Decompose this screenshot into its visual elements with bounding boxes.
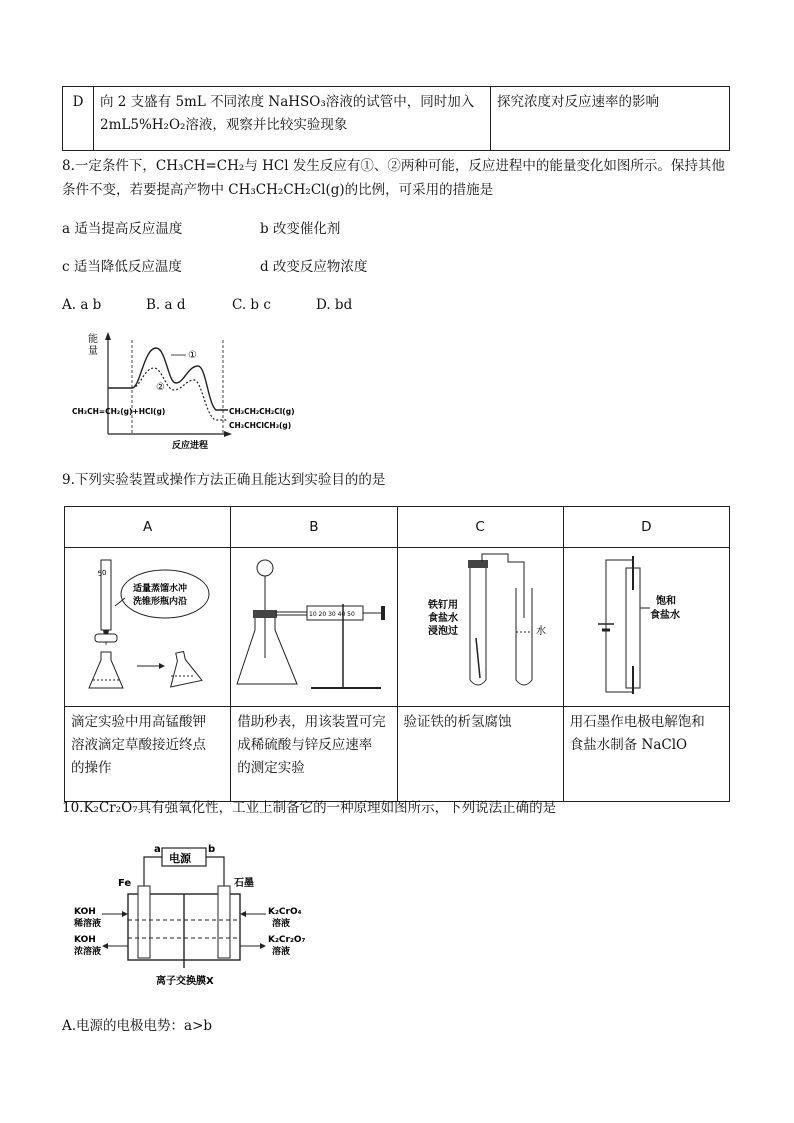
hand-left [95,634,117,642]
membrane-label: 离子交换膜X [156,976,214,987]
q8-choice-a: A. a b [62,297,102,313]
q9-header-a: A [65,507,231,548]
right-inlet-label-2: 溶液 [272,919,291,929]
nail-label-2: 食盐水 [427,613,458,624]
left-inlet-label-1: KOH [74,907,96,917]
q9-figure-d [563,548,729,707]
pathway-1-label: ① [188,350,197,361]
row-d-label: D [63,87,94,151]
energy-diagram [66,328,316,456]
q8-option-b: b 改变催化剂 [260,221,341,237]
pathway-1-curve [108,348,228,410]
right-outlet-label-2: 溶液 [272,947,291,957]
iron-nail [476,638,480,678]
bubble-text-2: 洗锥形瓶内沿 [133,597,188,607]
row-d-text: 向 2 支盛有 5mL 不同浓度 NaHSO₃溶液的试管中，同时加入 2mL5%H₂O₂溶液，观察并比较实验现象 [94,87,491,151]
nail-label-1: 铁钉用 [427,600,458,611]
q9-header-b: B [231,507,397,548]
flask-stopper [253,610,277,618]
syringe-scale: 10 20 30 40 50 [309,611,356,618]
q8-option-c: c 适当降低反应温度 [62,259,182,275]
table-row [63,87,730,151]
saturated-label-1: 饱和 [655,596,676,607]
energy-ylabel-2: 量 [88,346,98,357]
gas-syringe-figure [231,548,396,698]
q9-table [64,506,730,802]
q9-stem: 9.下列实验装置或操作方法正确且能达到实验目的的是 [62,472,386,488]
graphite-electrode [218,886,230,958]
q9-desc-b: 借助秒表，用该装置可完 成稀硫酸与锌反应速率 的测定实验 [231,707,397,802]
q10-option-a: A.电源的电极电势：a>b [62,1018,213,1034]
burette-mark: 50 [97,568,108,578]
power-source-label: 电源 [169,852,191,865]
q8-option-a: a 适当提高反应温度 [62,221,183,237]
pathway-2-label: ② [156,382,165,393]
q8-choice-d: D. bd [316,297,353,313]
stopper-left [468,560,488,568]
test-tube-left [470,564,486,685]
connecting-tube [482,554,524,618]
terminal-a-label: a [154,844,161,855]
q9-header-c: C [397,507,563,548]
left-outlet-label-2: 浓溶液 [74,947,102,957]
right-outlet-label-1: K₂Cr₂O₇ [268,935,306,945]
table-row [65,707,730,802]
q8-stem-line1: 8.一定条件下，CH₃CH=CH₂与 HCl 发生反应有①、②两种可能，反应进程中的能量变化如图所示。保持其他 [62,158,725,174]
reaction-progress-label: 反应进程 [172,441,209,451]
row-d-table [62,86,730,151]
q8-stem-line2: 条件不变，若要提高产物中 CH₃CH₂CH₂Cl(g)的比例，可采用的措施是 [62,182,494,198]
water-label: 水 [535,626,546,637]
product-1-label: CH₃CH₂CH₂Cl(g) [229,407,295,416]
transfer-arrow-head [159,663,165,669]
product-2-label: CH₃CHClCH₃(g) [229,421,292,430]
q9-figure-a [65,548,231,707]
right-inlet-label-1: K₂CrO₄ [268,907,302,917]
nail-label-3: 浸泡过 [427,626,458,637]
electrolysis-figure [564,548,729,698]
conical-flask [237,616,297,684]
flask-right [164,649,202,687]
funnel-bulb [257,560,273,576]
q9-desc-d: 用石墨作电极电解饱和 食盐水制备 NaClO [563,707,729,802]
q9-figure-c [397,548,563,707]
left-inlet-arrow-head [122,911,128,917]
q9-figure-b [231,548,397,707]
energy-ylabel-1: 能 [88,334,98,345]
right-outlet-arrow-head [260,943,266,949]
q9-desc-a: 滴定实验中用高锰酸钾 溶液滴定草酸接近终点 的操作 [65,707,231,802]
terminal-b-label: b [208,844,216,855]
graphite-label: 石墨 [234,878,254,889]
flask-left [89,652,123,688]
electrolytic-cell-diagram [72,838,332,988]
q9-desc-c: 验证铁的析氢腐蚀 [397,707,563,802]
q8-option-d: d 改变反应物浓度 [260,259,368,275]
q8-choice-c: C. b c [232,297,271,313]
table-row [65,507,730,548]
left-inlet-label-2: 稀溶液 [74,919,102,929]
right-inlet-arrow-head [240,911,246,917]
wire [606,560,633,692]
left-outlet-arrow-head [102,943,108,949]
fe-electrode [138,886,150,958]
fe-label: Fe [118,878,132,889]
titration-figure [65,548,230,698]
bubble-text-1: 适量蒸馏水冲 [133,584,188,594]
corrosion-figure [398,548,563,698]
table-row [65,548,730,707]
syringe-handle [381,606,385,620]
row-d-purpose: 探究浓度对反应速率的影响 [491,87,730,151]
speech-bubble [121,570,209,618]
reactant-label: CH₃CH=CH₂(g)+HCl(g) [72,407,166,416]
saturated-label-2: 食盐水 [649,610,680,621]
q10-stem: 10.K₂Cr₂O₇具有强氧化性，工业上制备它的一种原理如图所示，下列说法正确的是 [62,800,557,816]
q8-choice-b: B. a d [146,297,186,313]
left-outlet-label-1: KOH [74,935,96,945]
x-axis-arrow [224,431,232,437]
q9-header-d: D [563,507,729,548]
y-axis-arrow [105,332,111,340]
